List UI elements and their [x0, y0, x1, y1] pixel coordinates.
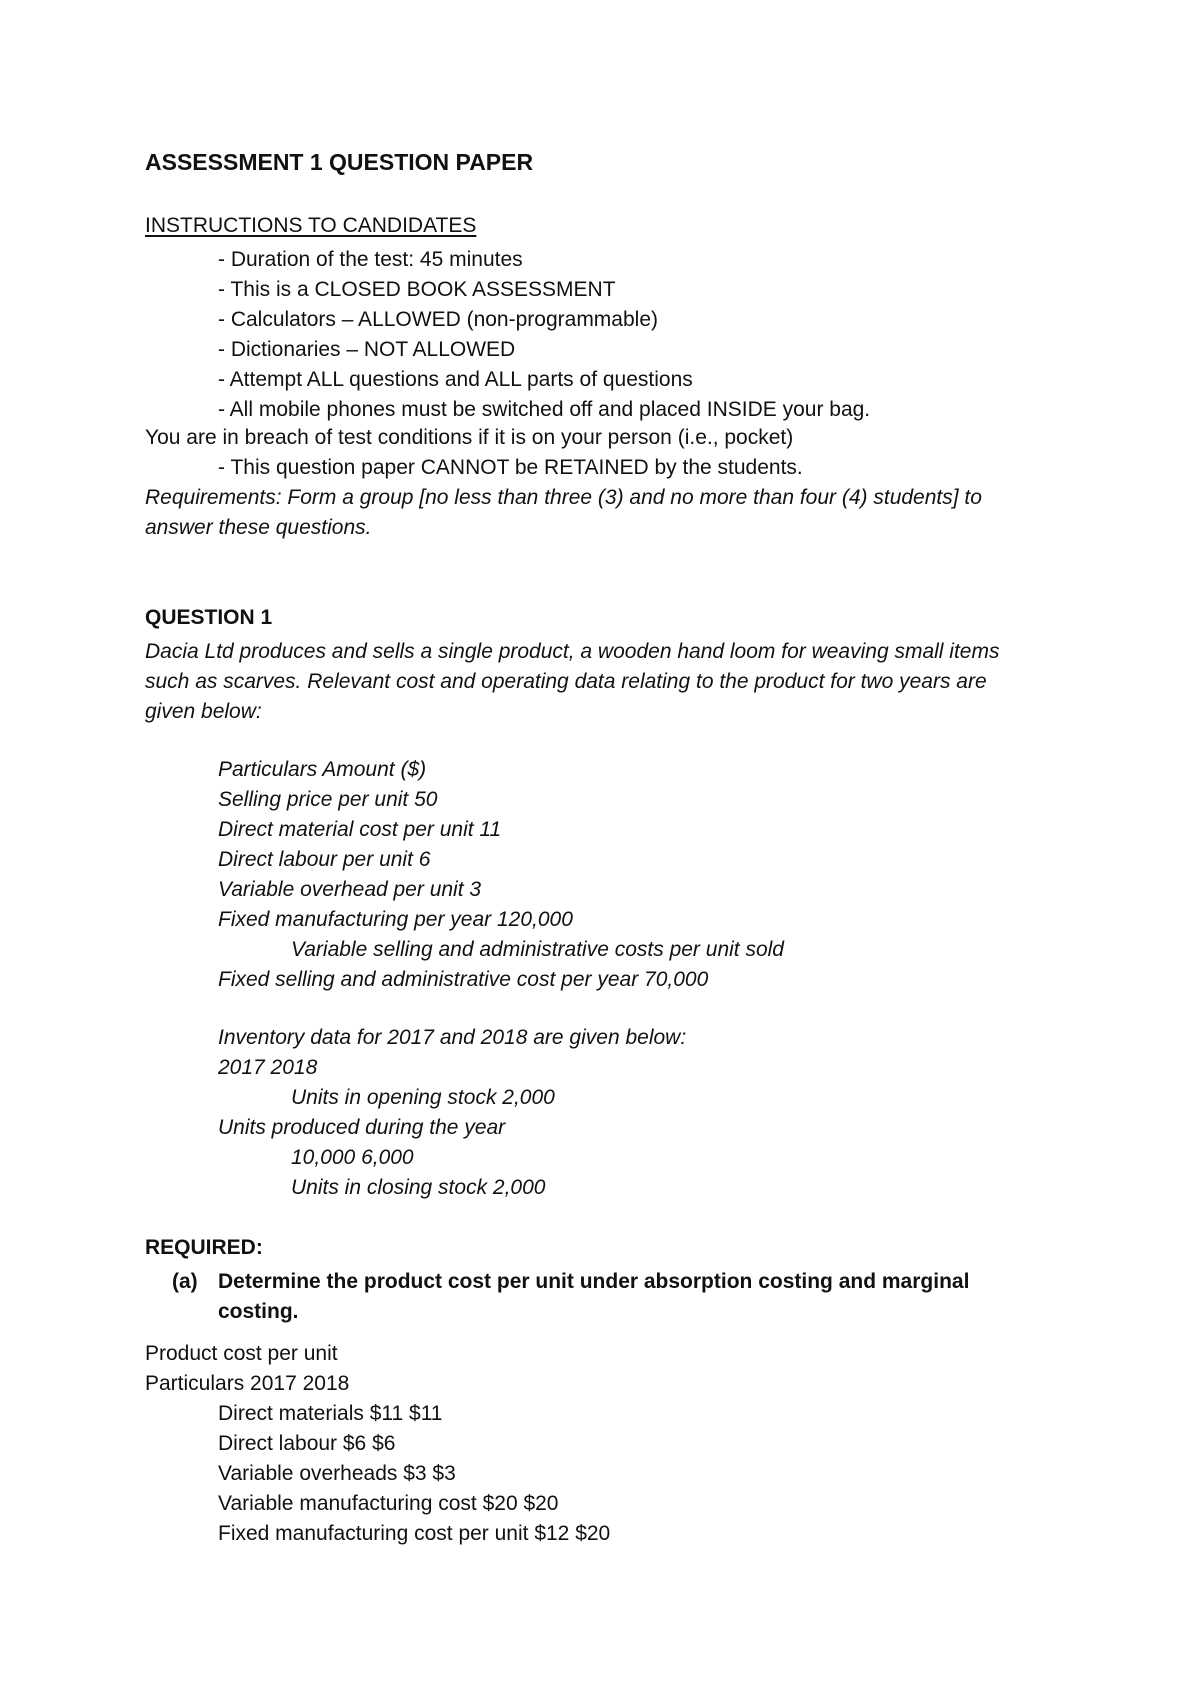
answer-columns: Particulars 2017 2018 [145, 1372, 350, 1395]
answer-row: Fixed manufacturing cost per unit $12 $20 [218, 1522, 611, 1545]
instruction-item: - Duration of the test: 45 minutes [218, 248, 523, 271]
cost-data-line: Selling price per unit 50 [218, 788, 438, 811]
inventory-line: 10,000 6,000 [291, 1146, 414, 1169]
cost-data-line: Fixed manufacturing per year 120,000 [218, 908, 573, 931]
cost-data-line: Variable selling and administrative costs per unit sold [291, 938, 784, 961]
page-title: ASSESSMENT 1 QUESTION PAPER [145, 149, 534, 175]
inventory-line: Units in opening stock 2,000 [291, 1086, 555, 1109]
cost-data-line: Direct labour per unit 6 [218, 848, 431, 871]
answer-row: Direct materials $11 $11 [218, 1402, 443, 1425]
question-intro-line: given below: [145, 700, 262, 723]
inventory-intro: Inventory data for 2017 and 2018 are given below: [218, 1026, 687, 1049]
answer-row: Variable manufacturing cost $20 $20 [218, 1492, 559, 1515]
instruction-item: - This is a CLOSED BOOK ASSESSMENT [218, 278, 616, 301]
instruction-item: - Dictionaries – NOT ALLOWED [218, 338, 516, 361]
breach-note: You are in breach of test conditions if it is on your person (i.e., pocket) [145, 426, 794, 449]
required-heading: REQUIRED: [145, 1236, 263, 1259]
instruction-item: - Attempt ALL questions and ALL parts of questions [218, 368, 693, 391]
part-a-label: (a) [172, 1270, 198, 1293]
retain-note: - This question paper CANNOT be RETAINED by the students. [218, 456, 803, 479]
instruction-item: - Calculators – ALLOWED (non-programmable) [218, 308, 658, 331]
requirements-line-1: Requirements: Form a group [no less than three (3) and no more than four (4) students] to [145, 486, 982, 509]
question-1-heading: QUESTION 1 [145, 606, 273, 629]
question-intro-line: Dacia Ltd produces and sells a single product, a wooden hand loom for weaving small items [145, 640, 1000, 663]
inventory-line: Units produced during the year [218, 1116, 506, 1139]
part-a-text-line-1: Determine the product cost per unit under absorption costing and marginal [218, 1270, 970, 1293]
answer-row: Variable overheads $3 $3 [218, 1462, 456, 1485]
part-a-text-line-2: costing. [218, 1300, 299, 1323]
cost-data-line: Fixed selling and administrative cost per year 70,000 [218, 968, 709, 991]
question-intro-line: such as scarves. Relevant cost and operating data relating to the product for two years are [145, 670, 987, 693]
instructions-heading: INSTRUCTIONS TO CANDIDATES [145, 214, 477, 237]
inventory-line: Units in closing stock 2,000 [291, 1176, 546, 1199]
answer-heading: Product cost per unit [145, 1342, 338, 1365]
cost-data-line: Variable overhead per unit 3 [218, 878, 482, 901]
cost-data-header: Particulars Amount ($) [218, 758, 427, 781]
requirements-line-2: answer these questions. [145, 516, 372, 539]
inventory-years: 2017 2018 [218, 1056, 318, 1079]
instruction-item: - All mobile phones must be switched off and placed INSIDE your bag. [218, 398, 871, 421]
answer-row: Direct labour $6 $6 [218, 1432, 396, 1455]
cost-data-line: Direct material cost per unit 11 [218, 818, 502, 841]
